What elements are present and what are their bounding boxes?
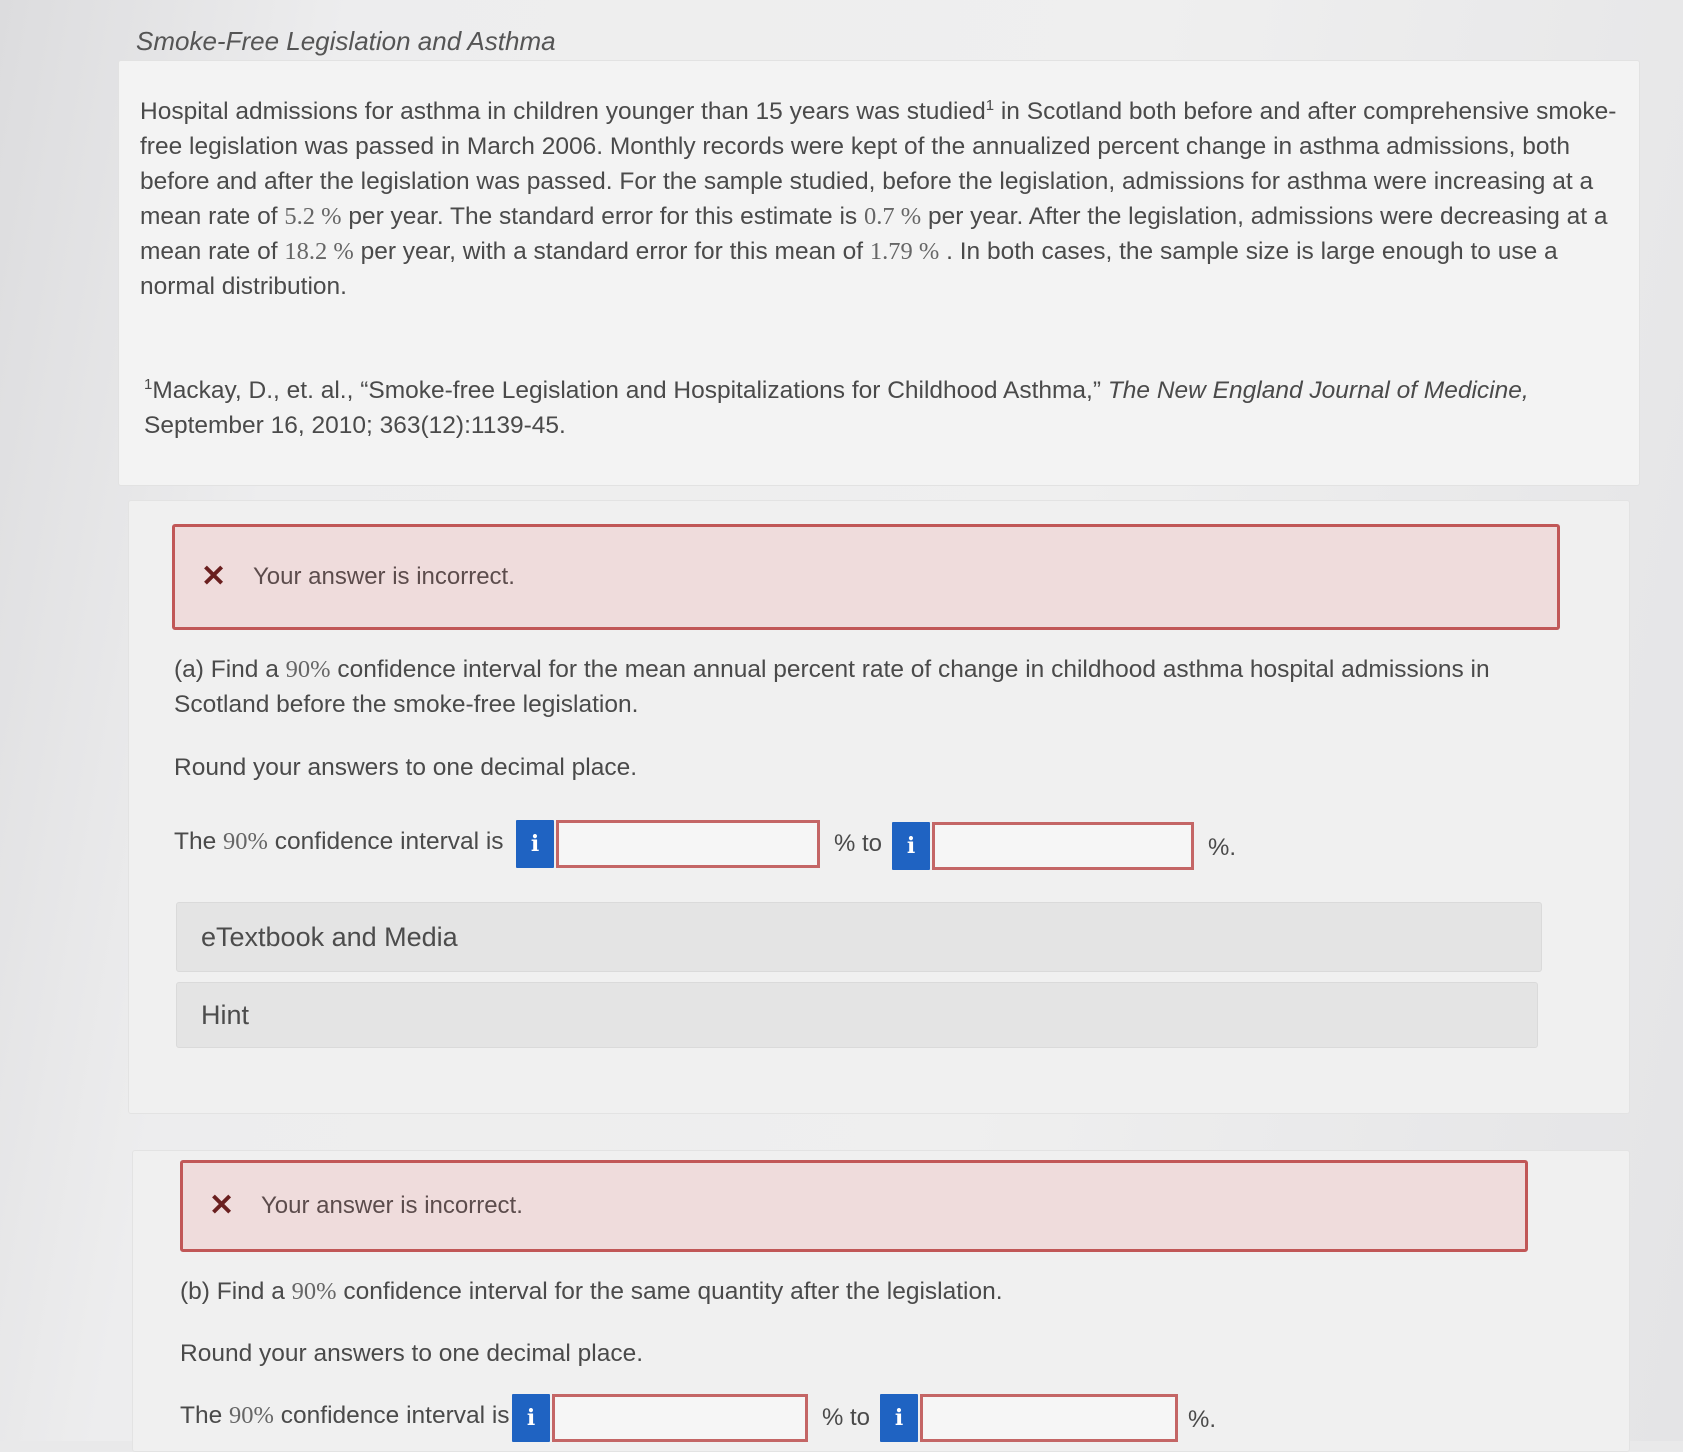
info-icon[interactable]: i [516,820,554,868]
problem-title: Smoke-Free Legislation and Asthma [136,26,556,56]
part-a-ci-pre: The [174,828,224,855]
mean-after-value: 18.2 % [284,238,354,265]
part-a-question-pct: 90% [285,656,331,683]
part-b-question-pct: 90% [291,1278,337,1305]
part-a-question [174,652,1574,722]
se-after-value: 1.79 % [869,238,940,265]
intro-text-1: Hospital admissions for asthma in children younger than 15 years was studied [140,98,986,125]
intro-text-4: per year. After the legislation, admissions were decreasing at a mean rate of [140,203,1608,265]
se-before-value: 0.7 % [863,203,922,230]
intro-text-6: . In both cases, the sample size is large enough to use a normal distribution. [140,238,1558,300]
close-x-icon: ✕ [201,559,227,593]
footnote [144,373,1624,443]
part-b-ci-pct: 90% [229,1402,274,1429]
part-b-ci-pre: The [180,1402,230,1429]
part-b-error-message: Your answer is incorrect. [261,1192,523,1219]
footnote-marker: 1 [985,96,995,114]
part-b-question-post: confidence interval for the same quantity after the legislation. [336,1278,1003,1305]
footnote-journal: The New England Journal of Medicine, [1107,377,1529,404]
part-b-error-banner [180,1160,1528,1252]
footnote-citation: Mackay, D., et. al., “Smoke-free Legislation and Hospitalizations for Childhood Asthma,” [152,377,1108,404]
part-a-end-label: %. [1208,834,1237,861]
info-icon[interactable]: i [880,1394,918,1442]
close-x-icon: ✕ [209,1188,235,1222]
part-a-lower-bound-input[interactable] [556,820,820,868]
part-a-error-message: Your answer is incorrect. [253,563,515,590]
part-b-question [180,1274,1580,1309]
problem-statement [140,94,1620,304]
part-b-end-label: %. [1188,1406,1217,1433]
part-b-ci-label [180,1402,510,1430]
part-b-rounding-instruction: Round your answers to one decimal place. [180,1340,644,1367]
part-a-ci-post: confidence interval is [267,828,504,855]
etextbook-and-media-accordion[interactable]: eTextbook and Media [176,902,1542,972]
part-a-error-banner [172,524,1560,630]
intro-text-5: per year, with a standard error for this mean of [353,238,870,265]
mean-before-value: 5.2 % [284,203,342,230]
part-a-question-pre: (a) Find a [174,656,286,683]
info-icon[interactable]: i [512,1394,550,1442]
part-b-lower-bound-input[interactable] [552,1394,808,1442]
footnote-number: 1 [144,375,153,393]
part-a-rounding-instruction: Round your answers to one decimal place. [174,754,638,781]
part-a-answer-row [174,818,1274,870]
footnote-date: September 16, 2010; 363(12):1139-45. [144,412,566,439]
part-a-question-post: confidence interval for the mean annual percent rate of change in childhood asthma hospital admissions in Scotland before the smoke-free legislation. [174,656,1490,718]
intro-text-2: in Scotland both before and after comprehensive smoke-free legislation was passed in March 2006. Monthly records were kept of the annualized percent change in asthma admissions, both before and after the legislation was passed. For the sample studied, before the legislation, admissions for asthma were increasing at a mean rate of [140,98,1617,230]
part-b-question-pre: (b) Find a [180,1278,292,1305]
part-b-to-label: % to [822,1404,871,1431]
hint-accordion[interactable]: Hint [176,982,1538,1048]
info-icon[interactable]: i [892,822,930,870]
part-b-ci-post: confidence interval is [273,1402,510,1429]
part-b-upper-bound-input[interactable] [920,1394,1178,1442]
part-a-ci-pct: 90% [223,828,268,855]
part-b-answer-row [180,1392,1240,1444]
part-a-to-label: % to [834,830,883,857]
part-a-ci-label [174,828,504,856]
intro-text-3: per year. The standard error for this estimate is [341,203,864,230]
part-a-upper-bound-input[interactable] [932,822,1194,870]
